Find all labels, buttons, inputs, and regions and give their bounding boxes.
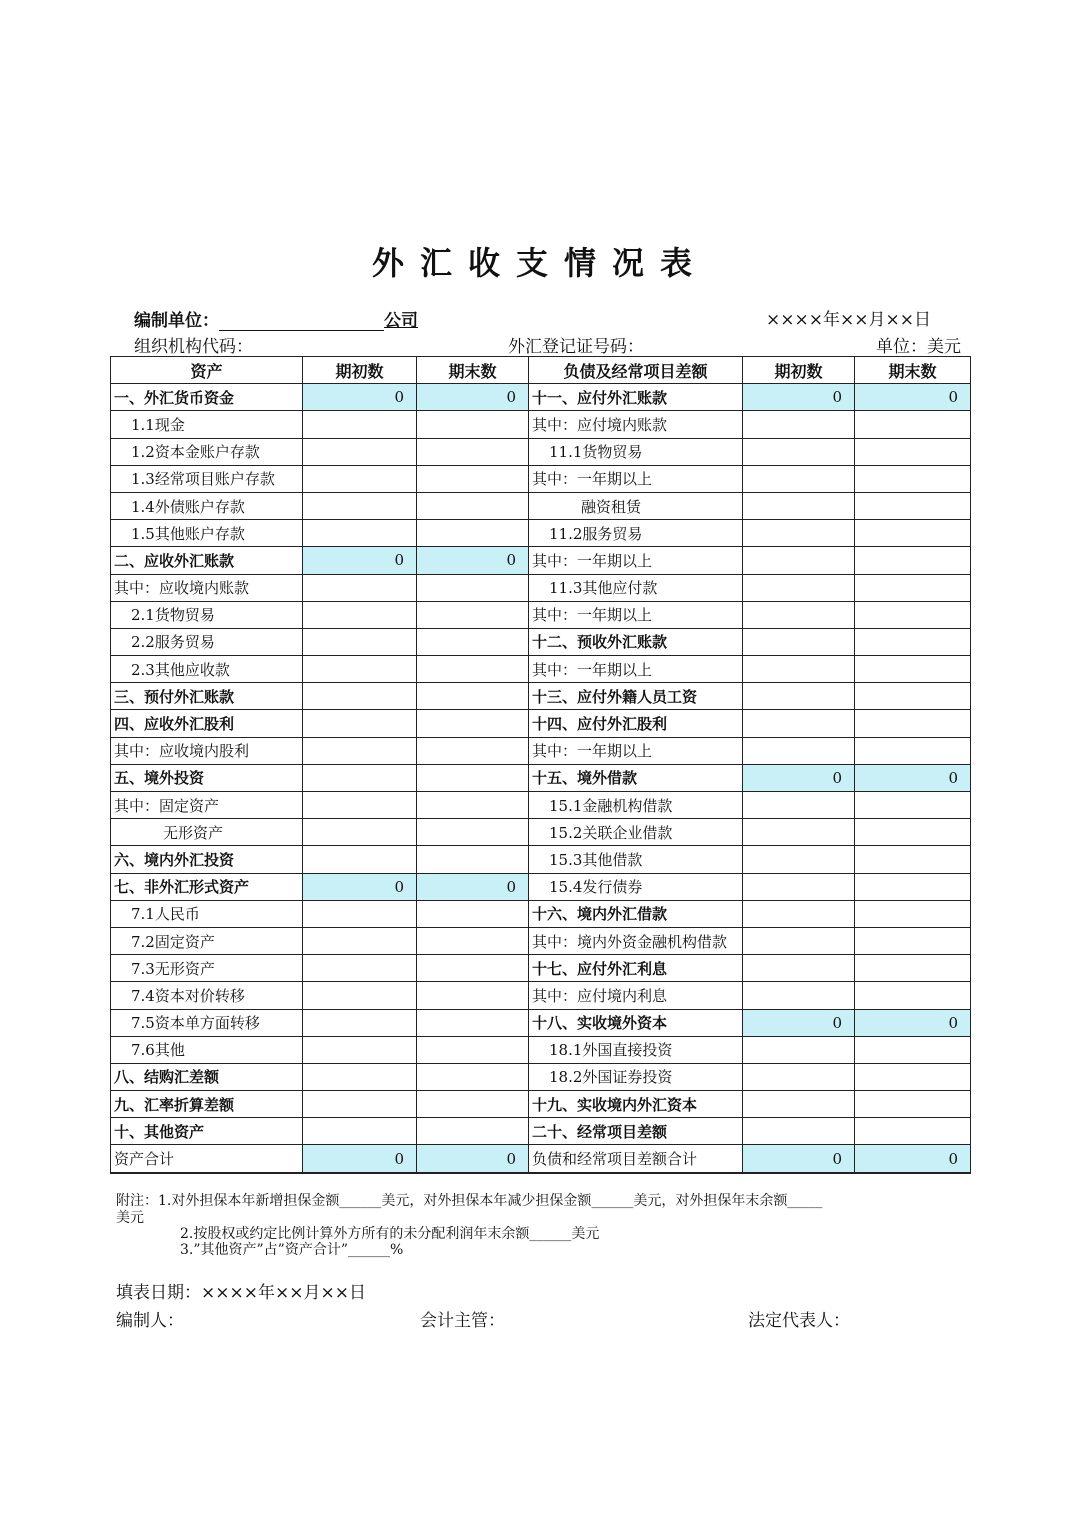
asset-closing-value[interactable] [417,656,529,683]
table-row [111,628,971,655]
liability-item-label: 融资租赁 [529,492,743,519]
asset-closing-value[interactable] [417,1118,529,1145]
liability-opening-value[interactable] [743,982,855,1009]
table-row [111,764,971,791]
asset-opening-value[interactable] [303,737,417,764]
asset-closing-value[interactable] [417,574,529,601]
unit-label: 编制单位： [134,311,219,331]
liability-opening-value[interactable] [743,1063,855,1090]
table-header-row [111,357,971,384]
liability-item-label: 11.2服务贸易 [529,520,743,547]
liability-closing-value[interactable] [855,737,971,764]
asset-opening-value[interactable] [303,792,417,819]
asset-item-label: 7.2固定资产 [111,927,303,954]
table-row [111,1091,971,1118]
column-header-closing: 期末数 [855,357,971,384]
table-row [111,792,971,819]
column-header-closing: 期末数 [417,357,529,384]
liability-opening-value[interactable] [743,819,855,846]
liability-opening-value[interactable]: 0 [743,1009,855,1036]
note-line-1-cont: 美元 [116,1210,144,1226]
asset-opening-value[interactable]: 0 [303,873,417,900]
asset-item-label: 1.3经常项目账户存款 [111,465,303,492]
asset-opening-value[interactable] [303,656,417,683]
asset-item-label: 7.5资本单方面转移 [111,1009,303,1036]
liability-item-label: 15.2关联企业借款 [529,819,743,846]
liability-closing-value[interactable] [855,927,971,954]
forex-table [110,356,971,1174]
table-row [111,574,971,601]
asset-closing-value[interactable]: 0 [417,873,529,900]
liability-closing-value[interactable] [855,1118,971,1145]
liability-item-label: 负债和经常项目差额合计 [529,1145,743,1173]
asset-item-label: 一、外汇货币资金 [111,384,303,411]
registration-number-label: 外汇登记证号码： [508,337,644,357]
liability-closing-value[interactable] [855,982,971,1009]
asset-item-label: 2.1货物贸易 [111,601,303,628]
liability-opening-value[interactable] [743,601,855,628]
liability-item-label: 十四、应付外汇股利 [529,710,743,737]
liability-closing-value[interactable] [855,873,971,900]
asset-closing-value[interactable] [417,792,529,819]
asset-opening-value[interactable] [303,927,417,954]
asset-opening-value[interactable] [303,574,417,601]
liability-opening-value[interactable] [743,520,855,547]
liability-closing-value[interactable] [855,628,971,655]
asset-opening-value[interactable] [303,846,417,873]
column-header-assets: 资产 [111,357,303,384]
liability-opening-value[interactable]: 0 [743,764,855,791]
asset-closing-value[interactable] [417,710,529,737]
liability-closing-value[interactable] [855,1036,971,1063]
asset-opening-value[interactable]: 0 [303,384,417,411]
preparer-label: 编制人： [116,1311,184,1331]
asset-opening-value[interactable] [303,628,417,655]
asset-closing-value[interactable] [417,465,529,492]
asset-item-label: 7.6其他 [111,1036,303,1063]
asset-item-label: 六、境内外汇投资 [111,846,303,873]
table-row [111,955,971,982]
liability-closing-value[interactable] [855,710,971,737]
liability-opening-value[interactable] [743,792,855,819]
liability-closing-value[interactable] [855,465,971,492]
table-row [111,438,971,465]
column-header-opening: 期初数 [743,357,855,384]
liability-opening-value[interactable] [743,846,855,873]
table-row [111,1009,971,1036]
asset-closing-value[interactable]: 0 [417,547,529,574]
liability-item-label: 15.4发行债券 [529,873,743,900]
liability-item-label: 其中：一年期以上 [529,547,743,574]
liability-opening-value[interactable]: 0 [743,384,855,411]
liability-item-label: 18.1外国直接投资 [529,1036,743,1063]
page-title: 外汇收支情况表 [371,244,708,282]
liability-item-label: 15.3其他借款 [529,846,743,873]
table-row [111,1036,971,1063]
liability-item-label: 十五、境外借款 [529,764,743,791]
liability-closing-value[interactable]: 0 [855,764,971,791]
asset-closing-value[interactable] [417,411,529,438]
liability-opening-value[interactable] [743,492,855,519]
liability-closing-value[interactable]: 0 [855,384,971,411]
liability-item-label: 其中：一年期以上 [529,737,743,764]
liability-closing-value[interactable] [855,955,971,982]
asset-opening-value[interactable] [303,438,417,465]
liability-closing-value[interactable] [855,900,971,927]
column-header-opening: 期初数 [303,357,417,384]
liability-item-label: 其中：应付境内账款 [529,411,743,438]
table-row [111,656,971,683]
asset-closing-value[interactable] [417,927,529,954]
table-row [111,819,971,846]
liability-closing-value[interactable] [855,574,971,601]
table-row [111,601,971,628]
column-header-liabilities: 负债及经常项目差额 [529,357,743,384]
liability-closing-value[interactable]: 0 [855,1009,971,1036]
table-row [111,1145,971,1173]
asset-item-label: 1.2资本金账户存款 [111,438,303,465]
liability-closing-value[interactable] [855,683,971,710]
asset-closing-value[interactable] [417,1036,529,1063]
liability-item-label: 其中：境内外资金融机构借款 [529,927,743,954]
unit-blank[interactable] [219,313,384,331]
liability-closing-value[interactable] [855,819,971,846]
asset-item-label: 无形资产 [111,819,303,846]
asset-item-label: 三、预付外汇账款 [111,683,303,710]
table-row [111,900,971,927]
asset-item-label: 7.4资本对价转移 [111,982,303,1009]
asset-closing-value[interactable] [417,1063,529,1090]
liability-opening-value[interactable] [743,873,855,900]
liability-closing-value[interactable]: 0 [855,1145,971,1173]
asset-opening-value[interactable] [303,1036,417,1063]
table-row [111,982,971,1009]
asset-closing-value[interactable] [417,683,529,710]
asset-opening-value[interactable] [303,1118,417,1145]
asset-opening-value[interactable] [303,520,417,547]
table-row [111,520,971,547]
asset-closing-value[interactable] [417,900,529,927]
asset-closing-value[interactable] [417,520,529,547]
report-date: ××××年××月××日 [766,310,931,330]
asset-opening-value[interactable] [303,1009,417,1036]
liability-item-label: 十八、实收境外资本 [529,1009,743,1036]
asset-opening-value[interactable]: 0 [303,1145,417,1173]
asset-item-label: 九、汇率折算差额 [111,1091,303,1118]
asset-opening-value[interactable] [303,955,417,982]
asset-opening-value[interactable] [303,900,417,927]
liability-item-label: 十一、应付外汇账款 [529,384,743,411]
asset-closing-value[interactable] [417,628,529,655]
asset-closing-value[interactable] [417,1009,529,1036]
liability-item-label: 十三、应付外籍人员工资 [529,683,743,710]
liability-opening-value[interactable]: 0 [743,1145,855,1173]
liability-opening-value[interactable] [743,955,855,982]
liability-item-label: 18.2外国证券投资 [529,1063,743,1090]
asset-closing-value[interactable] [417,846,529,873]
asset-opening-value[interactable]: 0 [303,547,417,574]
liability-opening-value[interactable] [743,927,855,954]
table-row [111,492,971,519]
liability-opening-value[interactable] [743,628,855,655]
asset-opening-value[interactable] [303,601,417,628]
liability-opening-value[interactable] [743,683,855,710]
asset-closing-value[interactable] [417,492,529,519]
asset-opening-value[interactable] [303,1063,417,1090]
asset-closing-value[interactable] [417,438,529,465]
table-row [111,1063,971,1090]
liability-item-label: 其中：一年期以上 [529,601,743,628]
liability-opening-value[interactable] [743,574,855,601]
asset-item-label: 1.5其他账户存款 [111,520,303,547]
asset-item-label: 五、境外投资 [111,764,303,791]
liability-item-label: 15.1金融机构借款 [529,792,743,819]
fill-date: 填表日期：××××年××月××日 [116,1283,366,1303]
asset-closing-value[interactable] [417,737,529,764]
liability-closing-value[interactable] [855,411,971,438]
liability-item-label: 十九、实收境内外汇资本 [529,1091,743,1118]
liability-item-label: 十七、应付外汇利息 [529,955,743,982]
liability-opening-value[interactable] [743,710,855,737]
liability-item-label: 二十、经常项目差额 [529,1118,743,1145]
asset-opening-value[interactable] [303,710,417,737]
asset-item-label: 十、其他资产 [111,1118,303,1145]
org-code-label: 组织机构代码： [134,337,253,357]
liability-opening-value[interactable] [743,411,855,438]
liability-closing-value[interactable] [855,846,971,873]
liability-closing-value[interactable] [855,601,971,628]
table-row [111,384,971,411]
asset-item-label: 1.1现金 [111,411,303,438]
liability-opening-value[interactable] [743,547,855,574]
asset-closing-value[interactable] [417,601,529,628]
liability-closing-value[interactable] [855,656,971,683]
asset-opening-value[interactable] [303,764,417,791]
asset-item-label: 四、应收外汇股利 [111,710,303,737]
liability-opening-value[interactable] [743,1036,855,1063]
liability-closing-value[interactable] [855,1063,971,1090]
liability-opening-value[interactable] [743,900,855,927]
note-line-1: 附注：1.对外担保本年新增担保金额______美元，对外担保本年减少担保金额______美元，对外担保年末余额_____ [116,1193,823,1209]
asset-opening-value[interactable] [303,1091,417,1118]
asset-opening-value[interactable] [303,982,417,1009]
liability-closing-value[interactable] [855,1091,971,1118]
liability-opening-value[interactable] [743,1118,855,1145]
liability-opening-value[interactable] [743,465,855,492]
table-row [111,683,971,710]
liability-closing-value[interactable] [855,520,971,547]
asset-closing-value[interactable]: 0 [417,1145,529,1173]
liability-item-label: 11.3其他应付款 [529,574,743,601]
asset-item-label: 1.4外债账户存款 [111,492,303,519]
liability-item-label: 其中：一年期以上 [529,656,743,683]
table-row [111,465,971,492]
liability-opening-value[interactable] [743,438,855,465]
asset-opening-value[interactable] [303,492,417,519]
asset-opening-value[interactable] [303,465,417,492]
liability-opening-value[interactable] [743,1091,855,1118]
asset-item-label: 八、结购汇差额 [111,1063,303,1090]
asset-opening-value[interactable] [303,683,417,710]
note-line-2: 2.按股权或约定比例计算外方所有的未分配利润年末余额______美元 [180,1226,600,1242]
liability-item-label: 其中：应付境内利息 [529,982,743,1009]
table-row [111,927,971,954]
asset-opening-value[interactable] [303,819,417,846]
liability-item-label: 其中：一年期以上 [529,465,743,492]
company-label: 公司 [384,311,418,331]
asset-item-label: 七、非外汇形式资产 [111,873,303,900]
currency-unit: 单位：美元 [876,337,961,357]
liability-closing-value[interactable] [855,792,971,819]
liability-closing-value[interactable] [855,438,971,465]
asset-item-label: 其中：应收境内账款 [111,574,303,601]
asset-item-label: 7.1人民币 [111,900,303,927]
asset-item-label: 其中：固定资产 [111,792,303,819]
liability-opening-value[interactable] [743,656,855,683]
preparer-unit [134,306,418,331]
asset-item-label: 二、应收外汇账款 [111,547,303,574]
table-body [111,384,971,1173]
table-row [111,411,971,438]
liability-closing-value[interactable] [855,492,971,519]
asset-closing-value[interactable]: 0 [417,384,529,411]
asset-item-label: 2.2服务贸易 [111,628,303,655]
legal-representative-label: 法定代表人： [748,1311,850,1331]
table-row [111,737,971,764]
liability-item-label: 十六、境内外汇借款 [529,900,743,927]
asset-item-label: 资产合计 [111,1145,303,1173]
asset-closing-value[interactable] [417,955,529,982]
note-line-3: 3.”其他资产”占”资产合计”______% [180,1242,404,1258]
table-row [111,710,971,737]
liability-closing-value[interactable] [855,547,971,574]
asset-opening-value[interactable] [303,411,417,438]
table-row [111,846,971,873]
accountant-label: 会计主管： [420,1311,505,1331]
asset-closing-value[interactable] [417,764,529,791]
asset-item-label: 2.3其他应收款 [111,656,303,683]
table-row [111,1118,971,1145]
table-row [111,873,971,900]
table-row [111,547,971,574]
liability-opening-value[interactable] [743,737,855,764]
asset-item-label: 其中：应收境内股利 [111,737,303,764]
asset-item-label: 7.3无形资产 [111,955,303,982]
asset-closing-value[interactable] [417,819,529,846]
asset-closing-value[interactable] [417,982,529,1009]
liability-item-label: 十二、预收外汇账款 [529,628,743,655]
liability-item-label: 11.1货物贸易 [529,438,743,465]
asset-closing-value[interactable] [417,1091,529,1118]
